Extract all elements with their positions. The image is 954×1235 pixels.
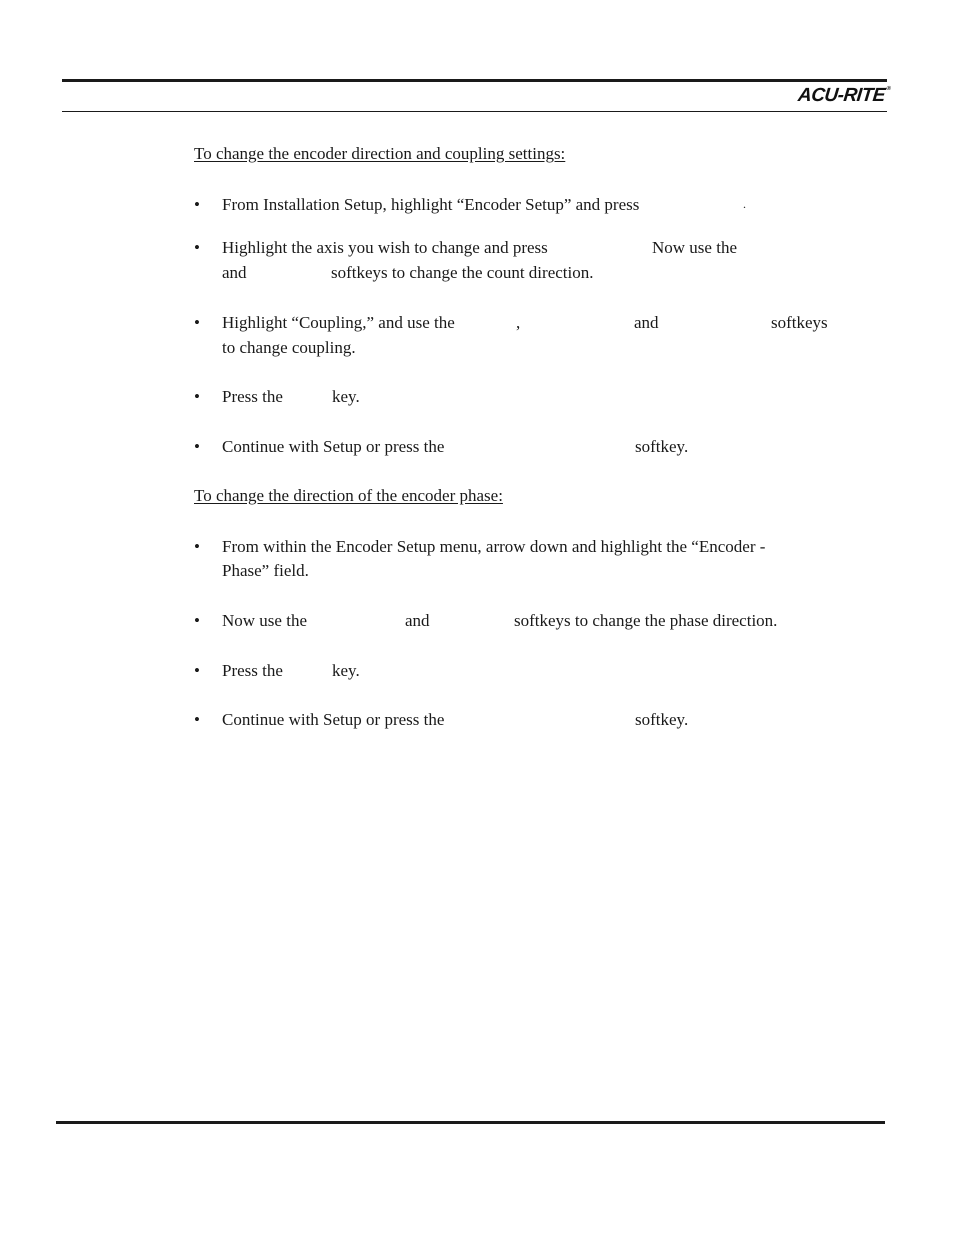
list-item-tail: . (743, 197, 746, 211)
list-item-text: , (516, 313, 521, 332)
list-item-text: Now use the (222, 611, 307, 630)
bullet-dot: • (194, 537, 200, 556)
list-item-text: Press the (222, 661, 283, 680)
bullet-dot: • (194, 313, 200, 332)
list-item-text: Now use the (652, 238, 737, 257)
list-item-text: Highlight the axis you wish to change and press (222, 238, 548, 257)
section-heading-phase: To change the direction of the encoder phase: (194, 486, 503, 505)
acu-rite-logo (797, 85, 891, 107)
header-rule-thin (62, 111, 887, 112)
list-item-text: softkey. (635, 710, 689, 729)
list-item-text: key. (332, 661, 360, 680)
list-item-text: Phase” field. (222, 561, 309, 580)
list-item-text: From within the Encoder Setup menu, arrow down and highlight the “Encoder - (222, 537, 766, 556)
list-item-text: softkey. (635, 437, 689, 456)
bullet-dot: • (194, 437, 200, 456)
bullet-dot: • (194, 387, 200, 406)
list-item-text: softkeys to change the phase direction. (514, 611, 778, 630)
header-rule-thick (62, 79, 887, 82)
section-heading-coupling: To change the encoder direction and coupling settings: (194, 144, 566, 163)
list-item-text: Highlight “Coupling,” and use the (222, 313, 455, 332)
list-item-text: Continue with Setup or press the (222, 710, 445, 729)
list-item-text: and (634, 313, 659, 332)
bullet-dot: • (194, 238, 200, 257)
logo-text: ACU-RITE (797, 85, 887, 106)
list-item-text: From Installation Setup, highlight “Encoder Setup” and press (222, 195, 640, 214)
list-item-text: and (405, 611, 430, 630)
footer-rule (56, 1121, 885, 1124)
list-item-text: key. (332, 387, 360, 406)
bullet-dot: • (194, 611, 200, 630)
registered-mark: ® (886, 86, 892, 92)
list-item-text: softkeys (771, 313, 828, 332)
list-item-text: Press the (222, 387, 283, 406)
bullet-dot: • (194, 710, 200, 729)
list-item-text: to change coupling. (222, 338, 356, 357)
bullet-dot: • (194, 661, 200, 680)
bullet-dot: • (194, 195, 200, 214)
list-item-text: softkeys to change the count direction. (331, 263, 594, 282)
list-item-text: Continue with Setup or press the (222, 437, 445, 456)
list-item-text: and (222, 263, 247, 282)
